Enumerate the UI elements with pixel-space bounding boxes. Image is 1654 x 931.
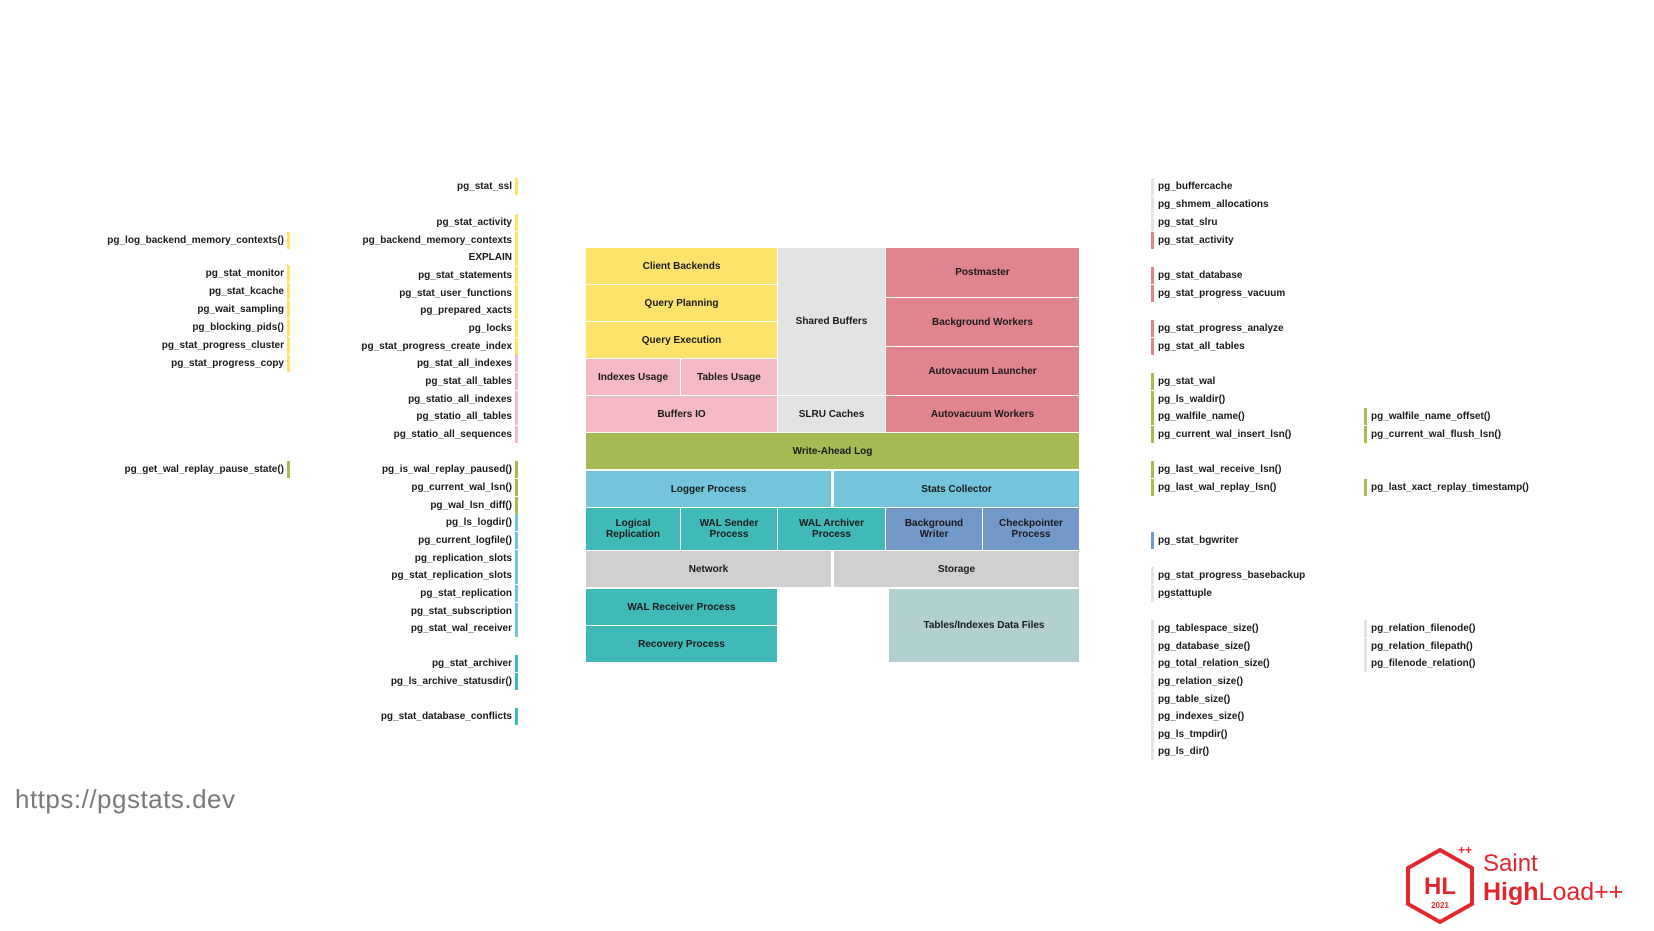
function-label: pg_walfile_name() [1151,411,1245,423]
function-label: pg_stat_bgwriter [1151,535,1239,547]
block-wal-sender-process: WAL Sender Process [681,508,777,550]
function-label: pg_filenode_relation() [1364,658,1475,670]
function-label: pg_stat_all_indexes [417,358,518,370]
function-label: pg_database_size() [1151,641,1250,653]
function-label: pg_current_logfile() [418,535,518,547]
block-buffers-io: Buffers IO [586,396,777,432]
function-label: pg_is_wal_replay_paused() [382,464,518,476]
function-label: pg_stat_activity [1151,235,1234,247]
function-label: pg_wal_lsn_diff() [430,500,518,512]
logo-highload-text [1483,878,1623,907]
function-label: pg_ls_waldir() [1151,394,1225,406]
function-label: pg_stat_wal [1151,376,1215,388]
function-label: pg_blocking_pids() [192,322,290,334]
block-autovacuum-workers: Autovacuum Workers [886,396,1079,432]
function-label: pg_stat_progress_vacuum [1151,288,1285,300]
block-wal-archiver-process: WAL Archiver Process [778,508,885,550]
function-label: pg_prepared_xacts [420,305,518,317]
function-label: pg_current_wal_flush_lsn() [1364,429,1501,441]
block-tables-indexes-data-files: Tables/Indexes Data Files [889,589,1079,662]
block-wal-receiver-process: WAL Receiver Process [586,589,777,625]
function-label: pg_log_backend_memory_contexts() [107,235,290,247]
block-background-writer: Background Writer [886,508,982,550]
block-postmaster: Postmaster [886,248,1079,297]
logo-saint-text: Saint [1483,850,1538,877]
function-label: pg_stat_statements [418,270,518,282]
block-logical-replication: Logical Replication [586,508,680,550]
function-label: pg_ls_logdir() [446,517,518,529]
block-indexes-usage: Indexes Usage [586,359,680,395]
function-label: pg_total_relation_size() [1151,658,1270,670]
function-label: pg_current_wal_insert_lsn() [1151,429,1291,441]
function-label: pg_stat_kcache [209,286,290,298]
svg-text:++: ++ [1458,843,1473,857]
function-label: pg_stat_progress_analyze [1151,323,1284,335]
block-shared-buffers: Shared Buffers [778,248,885,395]
function-label: pg_stat_user_functions [399,288,518,300]
function-label: pg_stat_progress_cluster [162,340,290,352]
function-label: pg_indexes_size() [1151,711,1244,723]
function-label: EXPLAIN [469,252,518,264]
logo-high-text: High [1483,878,1539,906]
block-logger-process: Logger Process [586,471,831,507]
function-label: pg_statio_all_sequences [394,429,518,441]
function-label: pg_wait_sampling [197,304,290,316]
block-query-planning: Query Planning [586,285,777,321]
function-label: pg_buffercache [1151,181,1232,193]
function-label: pg_stat_progress_create_index [361,341,518,353]
function-label: pg_relation_size() [1151,676,1243,688]
block-background-workers: Background Workers [886,298,1079,346]
block-query-execution: Query Execution [586,322,777,358]
logo-year: 2021 [1431,901,1449,910]
function-label: pg_ls_tmpdir() [1151,729,1227,741]
function-label: pg_current_wal_lsn() [411,482,518,494]
function-label: pg_backend_memory_contexts [362,235,518,247]
function-label: pg_stat_archiver [432,658,518,670]
function-label: pg_get_wal_replay_pause_state() [124,464,290,476]
function-label: pg_stat_slru [1151,217,1217,229]
function-label: pg_ls_dir() [1151,746,1209,758]
function-label: pg_stat_progress_copy [171,358,290,370]
hl-hex-icon [1400,842,1480,926]
function-label: pg_last_wal_receive_lsn() [1151,464,1281,476]
function-label: pg_last_xact_replay_timestamp() [1364,482,1529,494]
block-write-ahead-log: Write-Ahead Log [586,433,1079,469]
block-storage: Storage [834,551,1079,587]
function-label: pg_stat_activity [436,217,518,229]
function-label: pg_tablespace_size() [1151,623,1259,635]
block-recovery-process: Recovery Process [586,626,777,662]
function-label: pg_stat_all_tables [425,376,518,388]
function-label: pg_relation_filepath() [1364,641,1473,653]
logo-load-text: Load++ [1538,878,1624,906]
function-label: pg_statio_all_indexes [408,394,518,406]
function-label: pg_stat_progress_basebackup [1151,570,1305,582]
function-label: pg_statio_all_tables [416,411,518,423]
function-label: pg_locks [469,323,518,335]
logo-mark: HL [1424,873,1456,900]
block-client-backends: Client Backends [586,248,777,284]
function-label: pg_stat_ssl [457,181,518,193]
site-url[interactable]: https://pgstats.dev [15,784,236,814]
function-label: pg_last_wal_replay_lsn() [1151,482,1276,494]
function-label: pgstattuple [1151,588,1212,600]
function-label: pg_stat_replication [420,588,518,600]
block-checkpointer-process: Checkpointer Process [983,508,1079,550]
function-label: pg_replication_slots [415,553,518,565]
function-label: pg_walfile_name_offset() [1364,411,1490,423]
block-stats-collector: Stats Collector [834,471,1079,507]
function-label: pg_stat_database_conflicts [381,711,518,723]
highload-logo [1400,842,1640,926]
block-tables-usage: Tables Usage [681,359,777,395]
function-label: pg_stat_subscription [411,606,518,618]
block-slru-caches: SLRU Caches [778,396,885,432]
function-label: pg_stat_all_tables [1151,341,1245,353]
function-label: pg_stat_wal_receiver [411,623,518,635]
function-label: pg_stat_replication_slots [391,570,518,582]
function-label: pg_stat_database [1151,270,1242,282]
function-label: pg_table_size() [1151,694,1230,706]
function-label: pg_stat_monitor [206,268,290,280]
function-label: pg_ls_archive_statusdir() [391,676,518,688]
block-network: Network [586,551,831,587]
function-label: pg_relation_filenode() [1364,623,1475,635]
block-autovacuum-launcher: Autovacuum Launcher [886,347,1079,395]
function-label: pg_shmem_allocations [1151,199,1269,211]
